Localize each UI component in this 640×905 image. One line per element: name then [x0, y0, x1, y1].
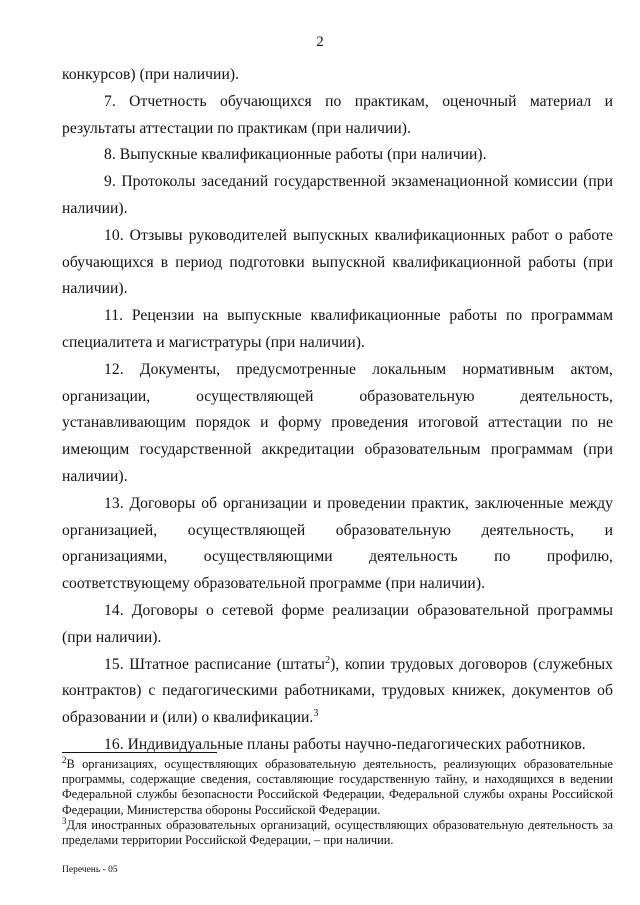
page-number: 2: [316, 34, 324, 50]
footnote-text: Для иностранных образовательных организаций, осуществляющих образовательную деятельность за пределами территории Российской Федерации, – при наличии.: [62, 817, 613, 848]
paragraph-15-part2: ), копии трудовых договоров (служебных контрактов) с педагогическими работниками, трудовых книжек, документов об образовании и (или) о квалификации.: [62, 655, 613, 727]
paragraph-12: 12. Документы, предусмотренные локальным нормативным актом, организации, осуществляющей образовательную деятельность, устанавливающим порядок и форму проведения итоговой аттестации по не имеющим государственной аккредитации образовательным программам (при наличии).: [62, 360, 613, 485]
footnote-separator: [62, 752, 217, 753]
paragraph-13: 13. Договоры об организации и проведении практик, заключенные между организацией, осуществляющей образовательную деятельность, и организациями, осуществляющими деятельность по профилю, соответствующему образовательной программе (при наличии).: [62, 494, 613, 593]
paragraph-9: 9. Протоколы заседаний государственной экзаменационной комиссии (при наличии).: [62, 173, 613, 217]
footnote-text: В организациях, осуществляющих образовательную деятельность, реализующих образовательные программы, содержащие сведения, составляющие государственную тайну, и находящихся в ведении Федеральной службы безопасности Российской Федерации, Федеральной службы охраны Российской Федерации, Министерства обороны Российской Федерации.: [62, 757, 613, 817]
paragraph-15-part1: 15. Штатное расписание (штаты: [104, 655, 326, 673]
paragraph-11: 11. Рецензии на выпускные квалификационные работы по программам специалитета и магистратуры (при наличии).: [62, 307, 613, 351]
footnote-3: [62, 815, 613, 848]
paragraph-10: 10. Отзывы руководителей выпускных квалификационных работ о работе обучающихся в период подготовки выпускной квалификационной работы (при наличии).: [62, 226, 613, 298]
paragraph-16: 16. Индивидуальные планы работы научно-педагогических работников.: [104, 735, 586, 753]
footnote-mark: 3: [62, 815, 67, 826]
document-body: [62, 62, 613, 759]
footnote-mark: 2: [62, 755, 67, 765]
footnotes: [62, 757, 613, 848]
footnote-ref-3: 3: [313, 708, 319, 720]
paragraph-continuation: конкурсов) (при наличии).: [62, 66, 240, 83]
paragraph-15: [62, 652, 613, 732]
paragraph-7: 7. Отчетность обучающихся по практикам, оценочный материал и результаты аттестации по практикам (при наличии).: [62, 92, 613, 137]
paragraph-8: 8. Выпускные квалификационные работы (при наличии).: [104, 146, 487, 164]
document-code: Перечень - 05: [62, 865, 118, 875]
footnote-ref-2: 2: [325, 654, 331, 666]
footnote-2: [62, 757, 613, 818]
paragraph-14: 14. Договоры о сетевой форме реализации образовательной программы (при наличии).: [62, 601, 613, 646]
